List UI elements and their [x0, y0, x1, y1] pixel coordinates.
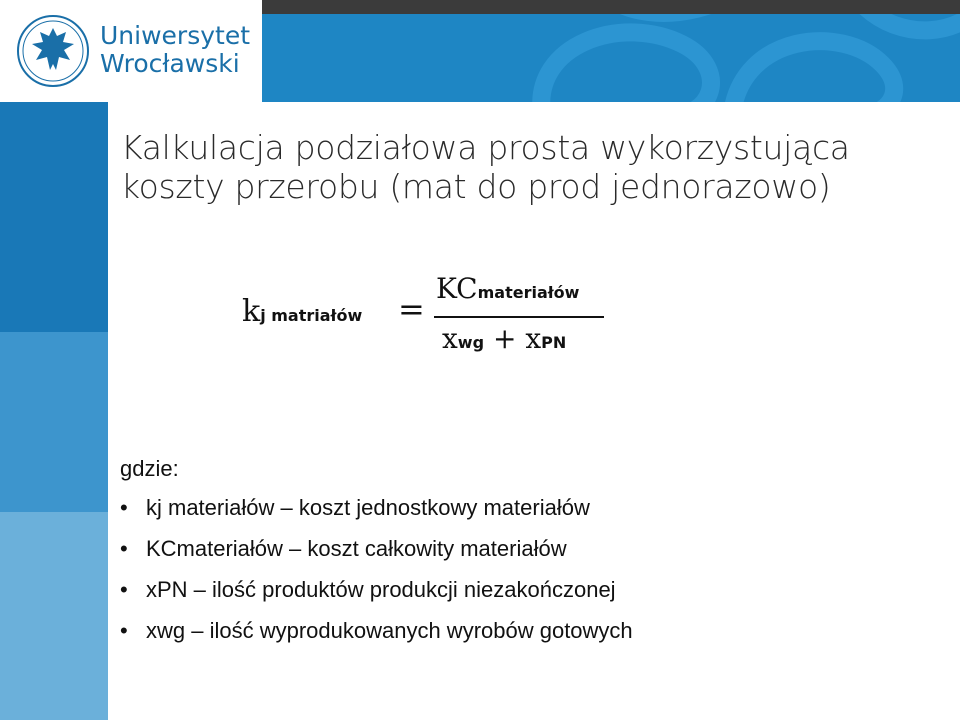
side-strip-mid [0, 332, 108, 512]
slide-title [121, 128, 941, 206]
side-strip-light [0, 512, 108, 720]
decorative-swirl-pattern [262, 14, 960, 102]
list-item: • KCmateriałów – koszt całkowity materiałów [120, 535, 920, 576]
logo-line-1: Uniwersytet [100, 21, 250, 50]
legend-intro: gdzie: [120, 456, 179, 481]
formula-denominator: xwg + xPN [442, 322, 567, 355]
side-strip-dark [0, 102, 108, 332]
formula-lhs: kj matriałów [242, 294, 363, 329]
formula [236, 268, 616, 368]
list-item: • kj materiałów – koszt jednostkowy materiałów [120, 494, 920, 535]
header-band [262, 14, 960, 102]
list-item: • xPN – ilość produktów produkcji niezakończonej [120, 576, 920, 617]
formula-equals: = [398, 290, 425, 328]
eagle-emblem-icon [16, 14, 90, 88]
legend-list [120, 494, 920, 658]
legend [120, 456, 920, 658]
university-logo [0, 0, 262, 102]
top-bar [262, 0, 960, 14]
logo-line-2: Wrocławski [100, 49, 240, 78]
list-item: • xwg – ilość wyprodukowanych wyrobów gotowych [120, 617, 920, 658]
fraction-bar [434, 316, 604, 318]
formula-numerator: KCmateriałów [436, 272, 580, 305]
slide-title-line-1: Kalkulacja podziałowa prosta wykorzystująca [121, 128, 850, 167]
slide-title-line-2: koszty przerobu (mat do prod jednorazowo) [121, 167, 831, 206]
